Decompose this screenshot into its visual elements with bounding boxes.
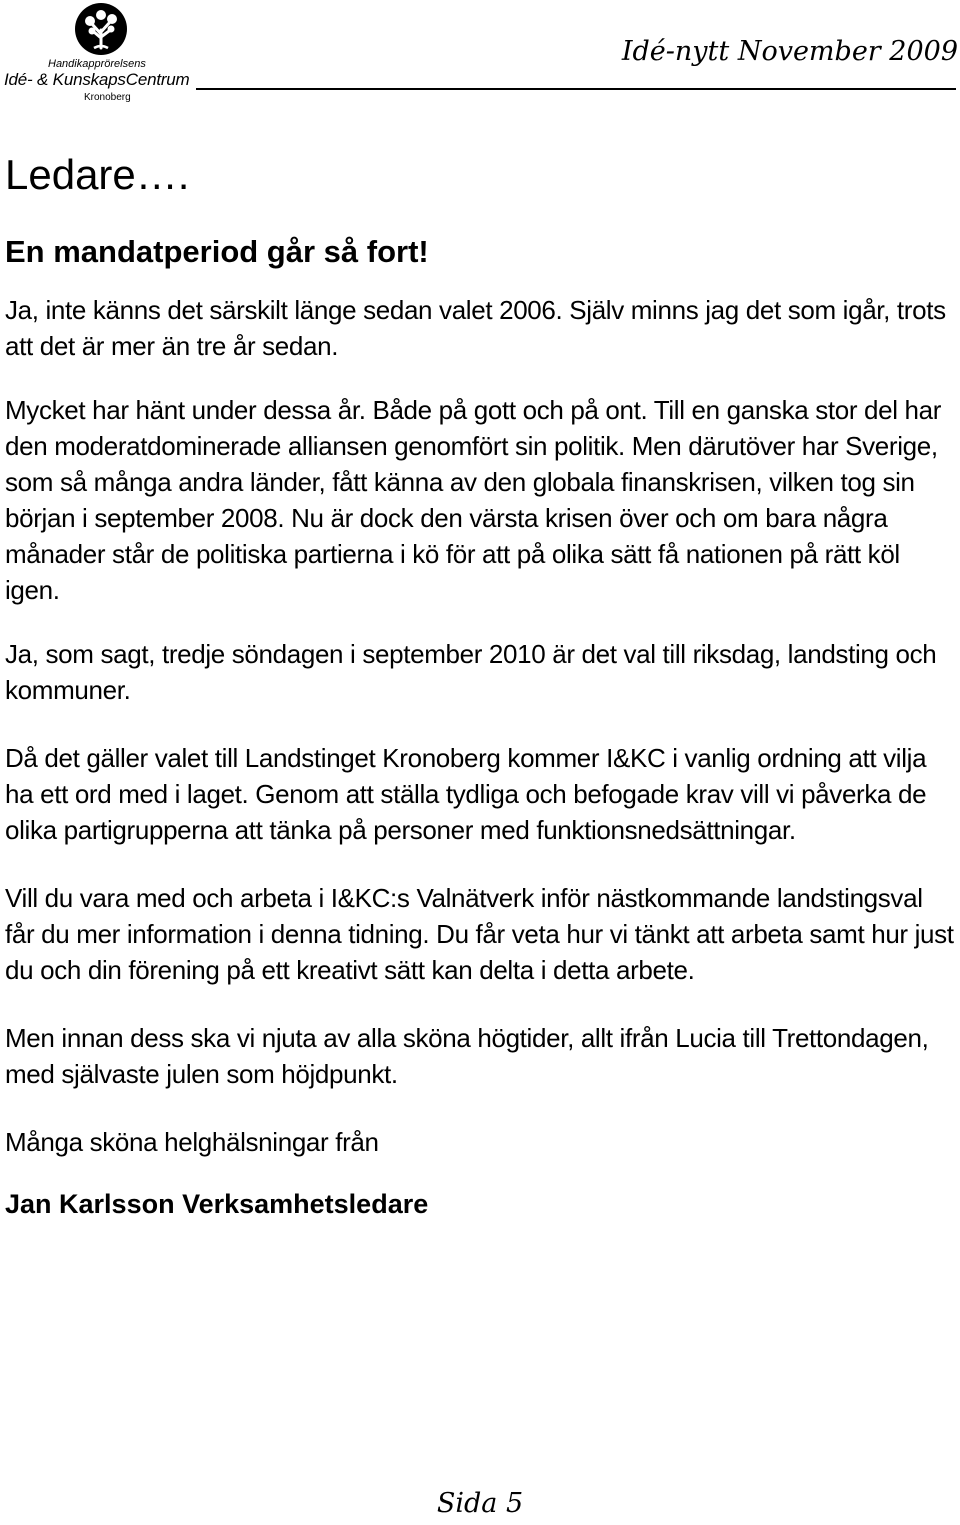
paragraph-2: Mycket har hänt under dessa år. Både på gott och på ont. Till en ganska stor del har den moderatdominerade alliansen genomfört sin politik. Men därutöver har Sverige, som så många andra länder, fått känna av den globala finanskrisen, vilken tog sin början i september 2008. Nu är dock den värsta krisen över och om bara några månader står de politiska partierna i kö för att på olika sätt få nationen på rätt köl igen.: [5, 395, 942, 605]
org-name-line1: Handikapprörelsens: [48, 58, 146, 70]
org-name-line2: Idé- & KunskapsCentrum: [4, 70, 190, 89]
org-name-line3: Kronoberg: [84, 92, 131, 103]
paragraph-6: Men innan dess ska vi njuta av alla sköna högtider, allt ifrån Lucia till Trettondagen, med självaste julen som höjdpunkt.: [5, 1023, 929, 1089]
article-title: Ledare….: [5, 151, 190, 198]
paragraph-1: Ja, inte känns det särskilt länge sedan valet 2006. Själv minns jag det som igår, trots att det är mer än tre år sedan.: [5, 295, 946, 361]
header-divider: [196, 88, 956, 90]
closing-greeting: Många sköna helghälsningar från: [5, 1127, 379, 1157]
paragraph-3: Ja, som sagt, tredje söndagen i september 2010 är det val till riksdag, landsting och kommuner.: [5, 639, 937, 705]
tree-hand-icon: [74, 2, 128, 56]
article-subtitle: En mandatperiod går så fort!: [5, 234, 429, 269]
issue-title: Idé-nytt November 2009: [621, 36, 958, 67]
page-header: [0, 0, 960, 110]
paragraph-5: Vill du vara med och arbeta i I&KC:s Valnätverk inför nästkommande landstingsval får du mer information i denna tidning. Du får veta hur vi tänkt att arbeta samt hur just du och din förening på ett kreativt sätt kan delta i detta arbete.: [5, 883, 954, 985]
page-number: Sida 5: [436, 1488, 524, 1519]
paragraph-4: Då det gäller valet till Landstinget Kronoberg kommer I&KC i vanlig ordning att vilja ha ett ord med i laget. Genom att ställa tydliga och befogade krav vill vi påverka de olika partigrupperna att tänka på personer med funktionsnedsättningar.: [5, 743, 927, 845]
article: [5, 150, 955, 1222]
organization-logo: [4, 2, 204, 106]
signature: Jan Karlsson Verksamhetsledare: [5, 1189, 429, 1219]
